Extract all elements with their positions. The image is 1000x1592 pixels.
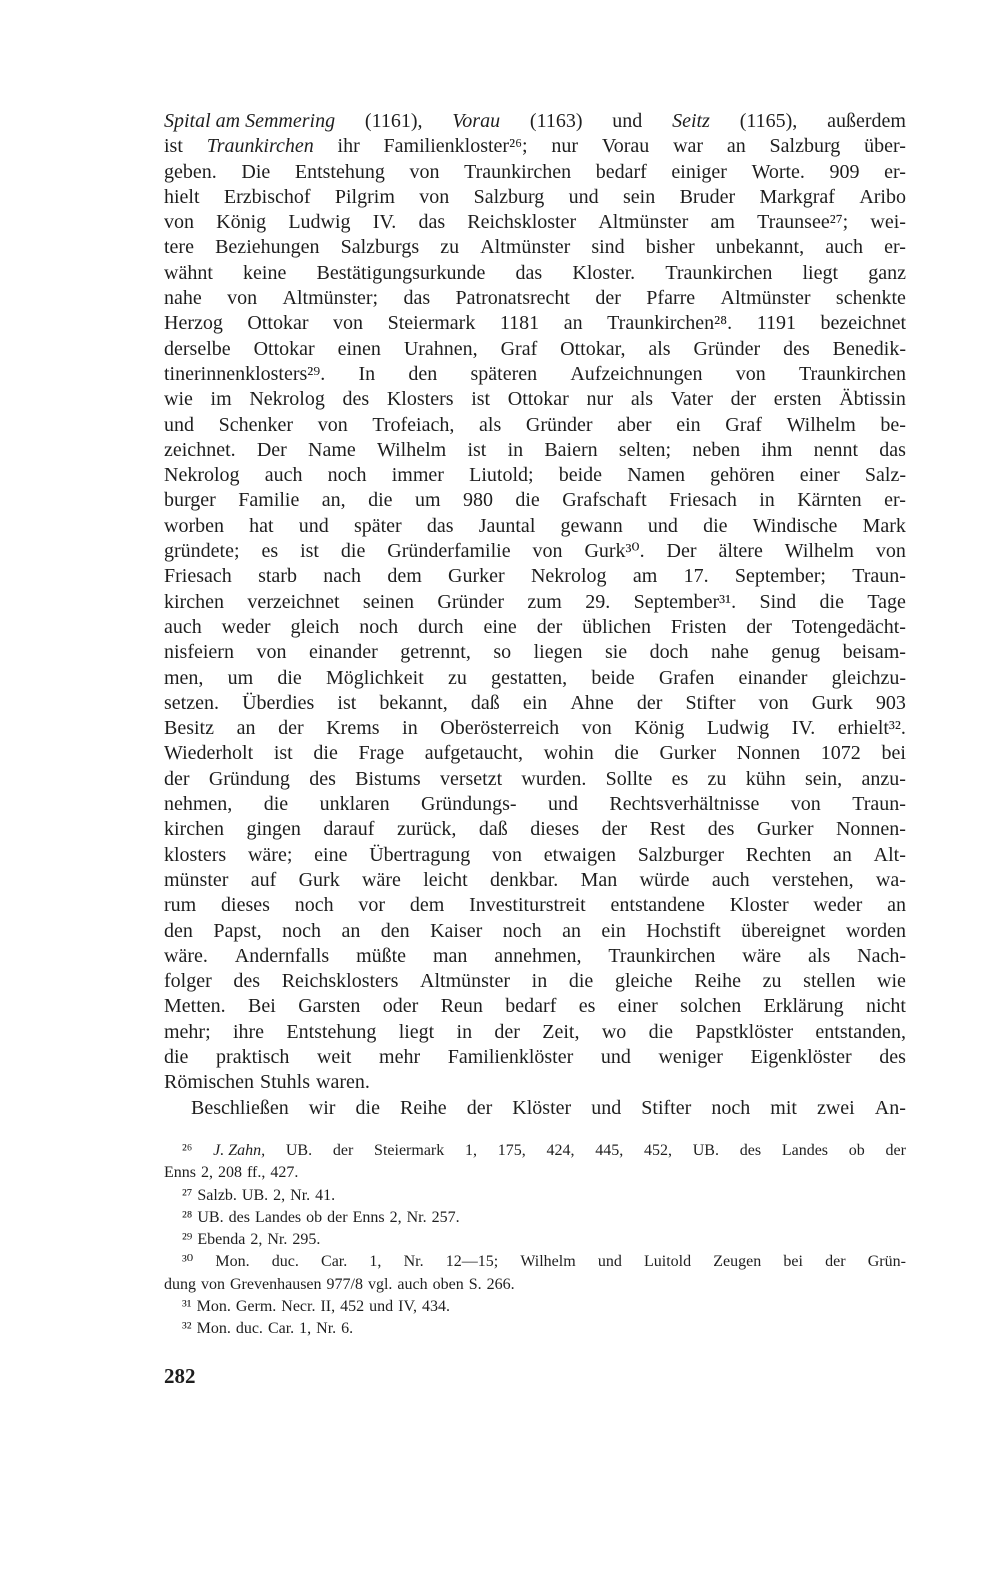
footnote-line: ²⁹ Ebenda 2, Nr. 295.: [182, 1231, 321, 1249]
text-line: mehr; ihre Entstehung liegt in der Zeit, wo die Papstklöster entstanden,: [164, 1020, 906, 1043]
text-line: Friesach starb nach dem Gurker Nekrolog am 17. September; Traun-: [164, 565, 906, 588]
text-line: burger Familie an, die um 980 die Grafschaft Friesach in Kärnten er-: [164, 489, 906, 512]
footnote-line: ²⁶ J. Zahn, UB. der Steiermark 1, 175, 424, 445, 452, UB. des Landes ob der: [182, 1142, 906, 1159]
footnotes: [164, 1140, 906, 1341]
text-line: von König Ludwig IV. das Reichskloster Altmünster am Traunsee²⁷; wei-: [164, 211, 906, 234]
footnote-line: Enns 2, 208 ff., 427.: [164, 1164, 299, 1182]
text-line: setzen. Überdies ist bekannt, daß ein Ahne der Stifter von Gurk 903: [164, 691, 906, 714]
text-line: kirchen gingen darauf zurück, daß dieses der Rest des Gurker Nonnen-: [164, 818, 906, 841]
footnote-line: ³⁰ Mon. duc. Car. 1, Nr. 12—15; Wilhelm und Luitold Zeugen bei der Grün-: [182, 1253, 906, 1271]
text-line: zeichnet. Der Name Wilhelm ist in Baiern selten; neben ihm nennt das: [164, 438, 906, 461]
text-line: klosters wäre; eine Übertragung von etwaigen Salzburger Rechten an Alt-: [164, 843, 906, 866]
text-line: Nekrolog auch noch immer Liutold; beide Namen gehören einer Salz-: [164, 464, 906, 487]
text-line: derselbe Ottokar einen Urahnen, Graf Ottokar, als Gründer des Benedik-: [164, 337, 906, 360]
text-line: den Papst, noch an den Kaiser noch an ein Hochstift übereignet worden: [164, 919, 906, 942]
text-line: tere Beziehungen Salzburgs zu Altmünster sind bisher unbekannt, auch er-: [164, 236, 906, 259]
text-line: hielt Erzbischof Pilgrim von Salzburg und sein Bruder Markgraf Aribo: [164, 185, 906, 208]
footnote-line: ³¹ Mon. Germ. Necr. II, 452 und IV, 434.: [182, 1298, 450, 1316]
text-line: nisfeiern von einander getrennt, so liegen sie doch nahe genug beisam-: [164, 641, 906, 664]
text-line: folger des Reichsklosters Altmünster in die gleiche Reihe zu stellen wie: [164, 970, 906, 993]
text-line: münster auf Gurk wäre leicht denkbar. Man würde auch verstehen, wa-: [164, 868, 906, 891]
page-number: 282: [164, 1364, 196, 1388]
text-line: nahe von Altmünster; das Patronatsrecht der Pfarre Altmünster schenkte: [164, 287, 906, 310]
text-line: ist Traunkirchen ihr Familienkloster²⁶; nur Vorau war an Salzburg über-: [164, 135, 906, 158]
text-line: worben hat und später das Jauntal gewann und die Windische Mark: [164, 514, 906, 537]
text-line: wähnt keine Bestätigungsurkunde das Kloster. Traunkirchen liegt ganz: [164, 261, 906, 284]
text-line: Metten. Bei Garsten oder Reun bedarf es einer solchen Erklärung nicht: [164, 995, 906, 1018]
footnote-line: ²⁸ UB. des Landes ob der Enns 2, Nr. 257.: [182, 1208, 460, 1226]
text-line: Spital am Semmering (1161), Vorau (1163) und Seitz (1165), außerdem: [164, 110, 906, 132]
text-line: wäre. Andernfalls müßte man annehmen, Traunkirchen wäre als Nach-: [164, 944, 906, 967]
text-line: Wiederholt ist die Frage aufgetaucht, wohin die Gurker Nonnen 1072 bei: [164, 742, 906, 765]
text-line: und Schenker von Trofeiach, als Gründer aber ein Graf Wilhelm be-: [164, 413, 906, 436]
text-line: rum dieses noch vor dem Investiturstreit entstandene Kloster weder an: [164, 894, 906, 917]
text-line: kirchen verzeichnet seinen Gründer zum 29. September³¹. Sind die Tage: [164, 590, 906, 613]
text-line: wie im Nekrolog des Klosters ist Ottokar nur als Vater der ersten Äbtissin: [164, 388, 906, 411]
text-line: men, um die Möglichkeit zu gestatten, beide Grafen einander gleichzu-: [164, 666, 906, 689]
text-line: tinerinnenklosters²⁹. In den späteren Aufzeichnungen von Traunkirchen: [164, 362, 906, 385]
text-line: Herzog Ottokar von Steiermark 1181 an Traunkirchen²⁸. 1191 bezeichnet: [164, 312, 906, 335]
text-line: die praktisch weit mehr Familienklöster und weniger Eigenklöster des: [164, 1045, 906, 1068]
text-line: Beschließen wir die Reihe der Klöster und Stifter noch mit zwei An-: [191, 1096, 906, 1119]
text-line: auch weder gleich noch durch eine der üblichen Fristen der Totengedächt-: [164, 615, 906, 638]
text-line: gründete; es ist die Gründerfamilie von Gurk³⁰. Der ältere Wilhelm von: [164, 540, 906, 563]
text-line: geben. Die Entstehung von Traunkirchen bedarf einiger Worte. 909 er-: [164, 160, 906, 183]
footnote-line: ³² Mon. duc. Car. 1, Nr. 6.: [182, 1320, 354, 1338]
text-line: Besitz an der Krems in Oberösterreich von König Ludwig IV. erhielt³².: [164, 717, 906, 740]
body-text: [164, 109, 906, 1121]
text-line: Römischen Stuhls waren.: [164, 1071, 370, 1094]
text-line: der Gründung des Bistums versetzt wurden. Sollte es zu kühn sein, anzu-: [164, 767, 906, 790]
footnote-line: ²⁷ Salzb. UB. 2, Nr. 41.: [182, 1186, 336, 1204]
text-line: nehmen, die unklaren Gründungs- und Rechtsverhältnisse von Traun-: [164, 793, 906, 816]
footnote-line: dung von Grevenhausen 977/8 vgl. auch oben S. 266.: [164, 1275, 515, 1293]
